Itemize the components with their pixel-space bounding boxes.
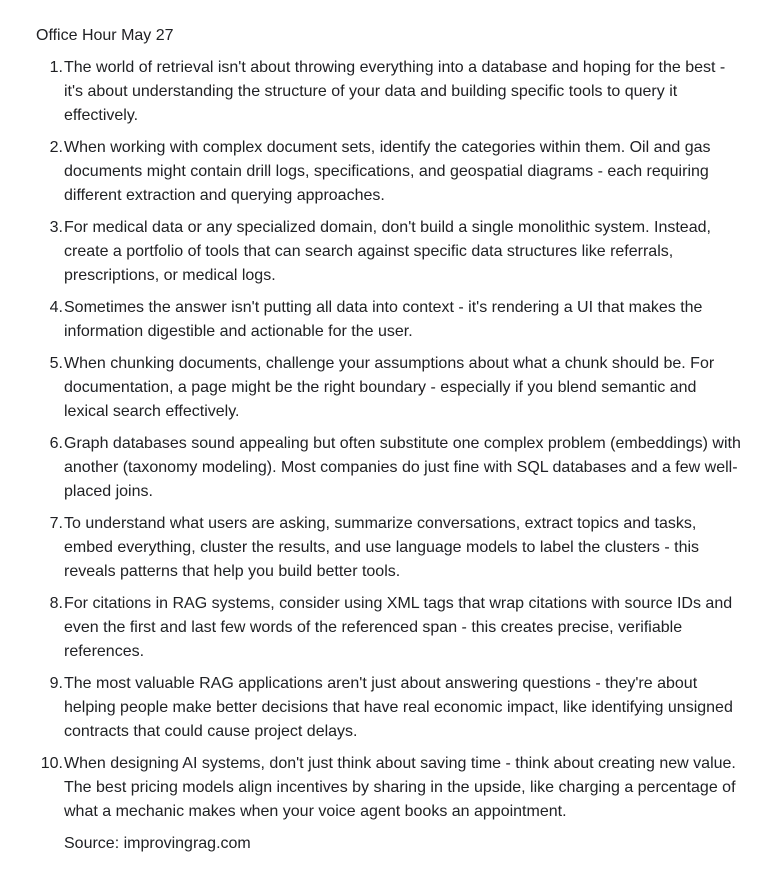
item-number: 7.: [49, 515, 63, 532]
item-number: 2.: [49, 139, 63, 156]
list-item: [36, 432, 742, 504]
list-item: [36, 56, 742, 128]
points-list: [36, 56, 742, 824]
list-item: [36, 216, 742, 288]
item-number: 1.: [49, 59, 63, 76]
item-number: 8.: [49, 595, 63, 612]
item-number: 9.: [49, 675, 63, 692]
list-item: [36, 592, 742, 664]
item-text: To understand what users are asking, summarize conversations, extract topics and tasks, embed everything, cluster the results, and use language models to label the clusters - this reveals patterns that help you build better tools.: [64, 515, 700, 580]
item-text: For medical data or any specialized domain, don't build a single monolithic system. Instead, create a portfolio of tools that can search against specific data structures like referrals, prescriptions, or medical logs.: [64, 219, 711, 284]
item-text: Graph databases sound appealing but often substitute one complex problem (embeddings) with another (taxonomy modeling). Most companies do just fine with SQL databases and a few well-placed joins.: [64, 435, 741, 500]
item-text: The most valuable RAG applications aren't just about answering questions - they're about helping people make better decisions that have real economic impact, like identifying unsigned contracts that could cause project delays.: [64, 675, 733, 740]
list-item: [36, 296, 742, 344]
list-item: [36, 136, 742, 208]
item-number: 3.: [49, 219, 63, 236]
item-text: The world of retrieval isn't about throwing everything into a database and hoping for the best - it's about understanding the structure of your data and building specific tools to query it effectively.: [64, 59, 726, 124]
list-item: [36, 352, 742, 424]
item-text: When designing AI systems, don't just think about saving time - think about creating new value. The best pricing models align incentives by sharing in the upside, like charging a percentage of what a mechanic makes when your voice agent books an appointment.: [64, 755, 736, 820]
item-text: Sometimes the answer isn't putting all data into context - it's rendering a UI that makes the information digestible and actionable for the user.: [64, 299, 703, 340]
item-number: 5.: [49, 355, 63, 372]
source-line: Source: improvingrag.com: [64, 835, 251, 852]
item-number: 6.: [49, 435, 63, 452]
item-text: When working with complex document sets, identify the categories within them. Oil and gas documents might contain drill logs, specifications, and geospatial diagrams - each requiring different extraction and querying approaches.: [64, 139, 711, 204]
item-text: For citations in RAG systems, consider using XML tags that wrap citations with source IDs and even the first and last few words of the referenced span - this creates precise, verifiable references.: [64, 595, 733, 660]
list-item: [36, 752, 742, 824]
item-text: When chunking documents, challenge your assumptions about what a chunk should be. For documentation, a page might be the right boundary - especially if you blend semantic and lexical search effectively.: [64, 355, 715, 420]
item-number: 4.: [49, 299, 63, 316]
list-item: [36, 672, 742, 744]
item-number: 10.: [40, 755, 63, 772]
document-title: Office Hour May 27: [36, 27, 174, 44]
list-item: [36, 512, 742, 584]
